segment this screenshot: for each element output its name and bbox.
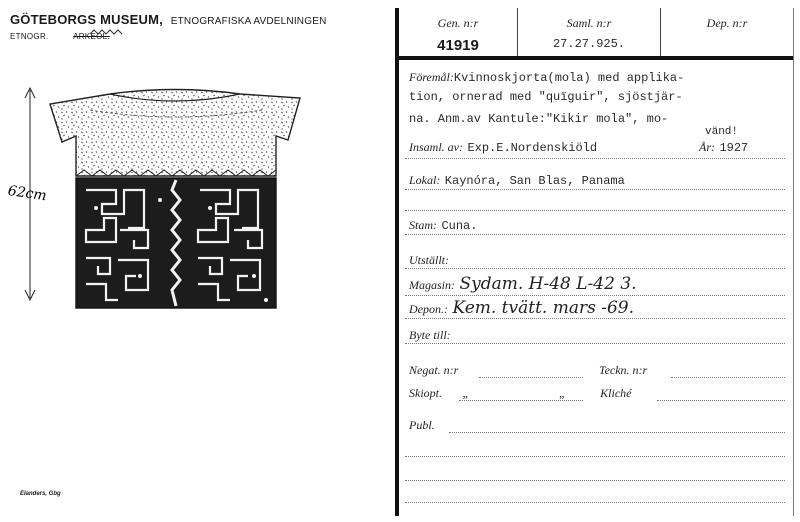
height-measure-label: 62cm: [6, 182, 48, 205]
ar-row: [699, 138, 748, 156]
gen-number-cell: [399, 8, 517, 56]
foremal-line-3: na. Anm.av Kantule:"Kikir mola", mo-: [409, 112, 669, 126]
lokal-label: Lokal:: [409, 173, 441, 187]
insaml-label: Insaml. av:: [409, 140, 463, 154]
foremal-row: [409, 68, 684, 86]
gen-number-label: Gen. n:r: [437, 16, 479, 30]
teckn-row: [599, 361, 647, 379]
stam-value: Cuna.: [441, 219, 478, 233]
magasin-value: Sydam. H-48 L-42 3.: [459, 274, 637, 294]
vand-note: vänd!: [705, 126, 739, 138]
saml-number-value: 27.27.925.: [552, 37, 625, 51]
negat-row: [409, 361, 458, 379]
kliche-label: Kliché: [600, 386, 632, 400]
etnogr-label: ETNOGR.: [10, 32, 49, 41]
utstallt-label: Utställt:: [409, 253, 450, 267]
publ-row: [409, 416, 435, 434]
museum-header: [10, 12, 327, 27]
printer-mark: Elanders, Gbg: [20, 491, 61, 497]
negat-label: Negat. n:r: [409, 363, 459, 377]
mola-blouse-drawing: [0, 80, 320, 320]
publ-label: Publ.: [409, 418, 435, 432]
cross-out-mark: [88, 28, 128, 38]
department-name: ETNOGRAFISKA AVDELNINGEN: [170, 16, 327, 27]
dep-number-label: Dep. n:r: [706, 16, 748, 30]
dep-number-cell: [661, 8, 793, 56]
saml-number-label: Saml. n:r: [566, 16, 612, 30]
stam-label: Stam:: [409, 218, 437, 232]
byte-row: [409, 326, 451, 344]
top-row-rule: [399, 56, 793, 60]
skiopt-label: Skiopt.: [409, 386, 442, 400]
stam-row: [409, 216, 477, 234]
depon-row: [409, 298, 634, 318]
record-form: [399, 8, 794, 516]
lokal-row: [409, 171, 625, 189]
lokal-value: Kaynóra, San Blas, Panama: [444, 174, 625, 188]
ar-label: År:: [699, 140, 715, 154]
saml-number-cell: [518, 8, 660, 56]
magasin-label: Magasin:: [409, 278, 455, 292]
museum-name: GÖTEBORGS MUSEUM,: [10, 12, 163, 27]
foremal-line-2: tion, ornerad med "quïguir", sjöstjär-: [409, 90, 683, 104]
ar-value: 1927: [719, 141, 749, 155]
depon-label: Depon.:: [409, 302, 448, 316]
insaml-row: [409, 138, 597, 156]
foremal-line-1: Kvinnoskjorta(mola) med applika-: [453, 71, 685, 85]
skiopt-ditto: „: [462, 386, 470, 400]
depon-value: Kem. tvätt. mars -69.: [452, 298, 635, 318]
teckn-label: Teckn. n:r: [599, 363, 648, 377]
magasin-row: [409, 274, 637, 294]
byte-label: Byte till:: [409, 328, 451, 342]
gen-number-value: 41919: [437, 37, 479, 54]
insaml-value: Exp.E.Nordenskiöld: [467, 141, 598, 155]
utstallt-row: [409, 251, 449, 269]
kliche-ditto: „: [559, 386, 566, 400]
arkeol-label: ARKEOL.: [73, 32, 110, 41]
foremal-label: Föremål:: [409, 70, 454, 84]
